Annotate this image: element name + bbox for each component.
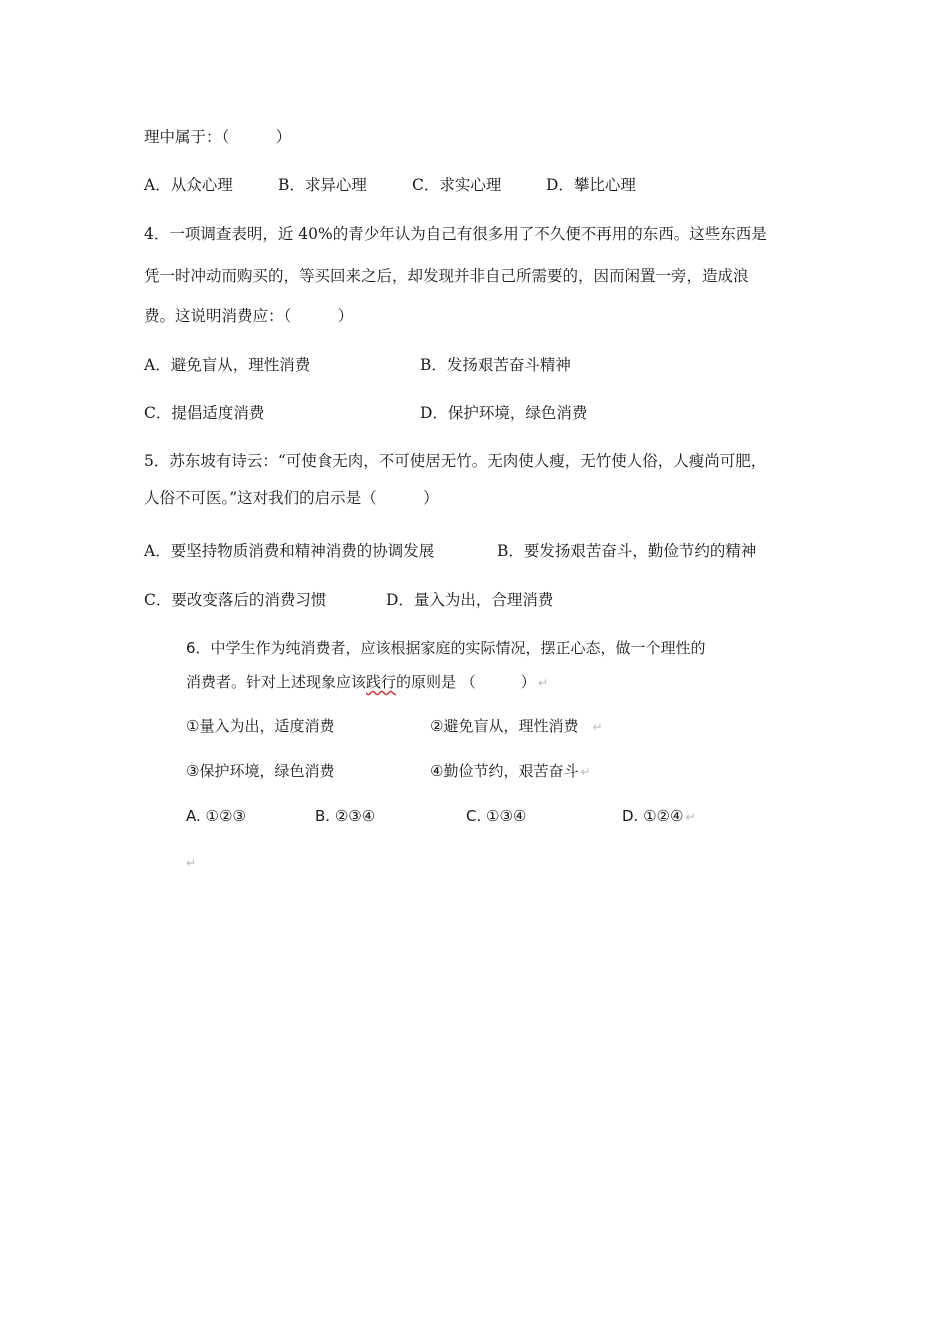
q5-stem-line2: 人俗不可医。”这对我们的启示是（ ） <box>144 489 439 507</box>
q4-option-b: B．发扬艰苦奋斗精神 <box>420 356 571 374</box>
q4-stem-line3: 费。这说明消费应：（ ） <box>144 307 354 325</box>
paragraph-return-icon: ↵ <box>186 856 197 870</box>
paragraph-return-icon: ↵ <box>592 720 603 734</box>
q4-option-a: A．避免盲从，理性消费 <box>144 356 311 374</box>
q6-stem-line1: 6．中学生作为纯消费者，应该根据家庭的实际情况，摆正心态，做一个理性的 <box>186 639 706 657</box>
q6-item-1: ①量入为出，适度消费 <box>186 717 335 735</box>
paragraph-return-icon: ↵ <box>537 676 548 690</box>
q4-option-d: D．保护环境，绿色消费 <box>420 404 588 422</box>
q4-option-c: C．提倡适度消费 <box>144 404 265 422</box>
q6-stem-line2-post: 的原则是 （ ） <box>396 673 536 691</box>
q6-item-2: ②避免盲从，理性消费 <box>430 717 579 735</box>
q3-option-a: A．从众心理 <box>144 176 233 194</box>
q4-stem-line2: 凭一时冲动而购买的，等买回来之后，却发现并非自己所需要的，因而闲置一旁，造成浪 <box>144 267 749 285</box>
q5-stem-line1: 5．苏东坡有诗云：“可使食无肉，不可使居无竹。无肉使人瘦，无竹使人俗，人瘦尚可肥， <box>144 452 767 470</box>
q6-item-4-row <box>430 761 591 782</box>
q3-option-d: D．攀比心理 <box>546 176 636 194</box>
q4-stem-line1: 4．一项调查表明，近 40%的青少年认为自己有很多用了不久便不再用的东西。这些东西是 <box>144 225 767 243</box>
paragraph-return-icon: ↵ <box>685 810 696 824</box>
q6-item-3: ③保护环境，绿色消费 <box>186 762 335 780</box>
q5-option-a: A．要坚持物质消费和精神消费的协调发展 <box>144 542 435 560</box>
q6-option-d-row <box>622 806 696 827</box>
q5-option-b: B．要发扬艰苦奋斗，勤俭节约的精神 <box>497 542 757 560</box>
q6-spellcheck-word: 践行 <box>366 673 397 691</box>
q6-item-4: ④勤俭节约，艰苦奋斗 <box>430 762 579 780</box>
q5-option-d: D．量入为出，合理消费 <box>386 591 554 609</box>
q6-option-b: B. ②③④ <box>315 807 376 825</box>
q6-item-2-row <box>430 716 603 737</box>
q6-stem-line2-pre: 消费者。针对上述现象应该 <box>186 673 367 691</box>
paragraph-return-icon: ↵ <box>580 765 591 779</box>
q6-option-c: C. ①③④ <box>466 807 527 825</box>
empty-paragraph-mark <box>186 852 196 873</box>
q3-stem-tail: 理中属于：（ ） <box>144 128 292 146</box>
q6-stem-line2 <box>186 672 548 693</box>
q6-option-d: D. ①②④ <box>622 807 684 825</box>
q6-option-a: A. ①②③ <box>186 807 246 825</box>
q5-option-c: C．要改变落后的消费习惯 <box>144 591 327 609</box>
q3-option-c: C．求实心理 <box>412 176 502 194</box>
q3-option-b: B．求异心理 <box>278 176 367 194</box>
